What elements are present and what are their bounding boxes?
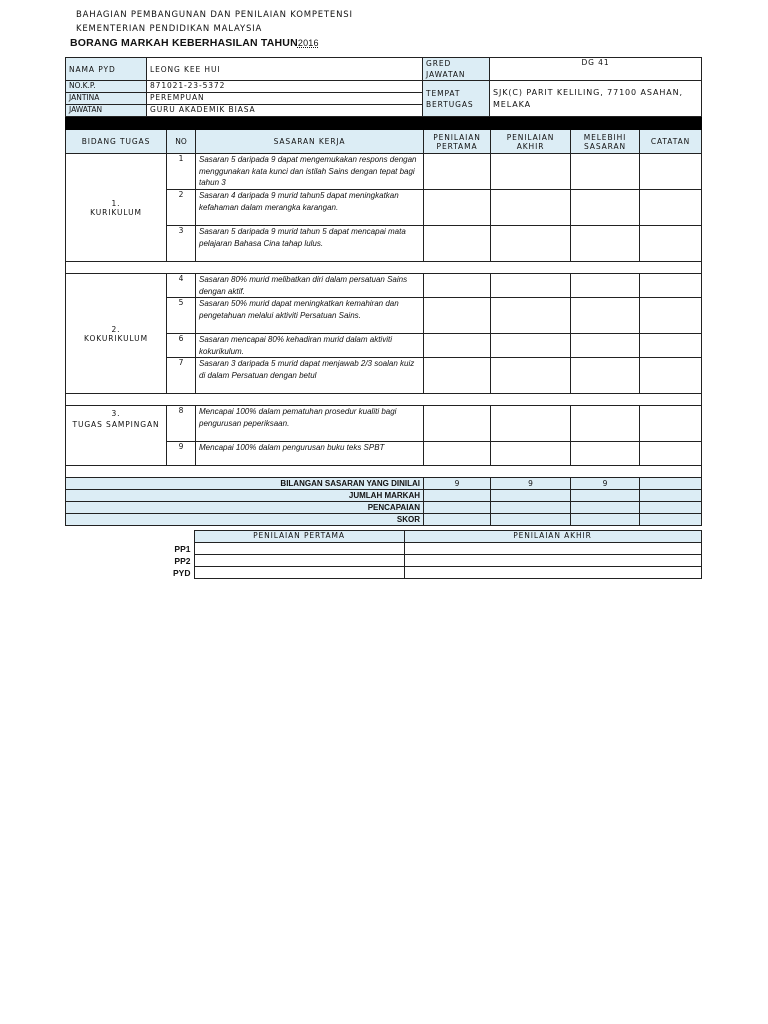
ministry-division: BAHAGIAN PEMBANGUNAN DAN PENILAIAN KOMPETENSI	[76, 10, 353, 20]
nokp-label: NO.K.P.	[66, 81, 147, 93]
black-band	[66, 118, 702, 130]
pp2-akhir-field[interactable]	[404, 555, 701, 567]
targets-table	[65, 117, 702, 526]
bilangan-melebihi: 9	[571, 478, 640, 490]
row-target: Mencapai 100% dalam pengurusan buku teks SPBT	[196, 442, 424, 466]
ministry-name: KEMENTERIAN PENDIDIKAN MALAYSIA	[76, 24, 263, 34]
nama-value: LEONG KEE HUI	[147, 58, 423, 81]
section-kurikulum: 1. KURIKULUM	[66, 154, 167, 262]
col-melebihi: MELEBIHI SASARAN	[571, 130, 640, 154]
jumlah-label: JUMLAH MARKAH	[66, 490, 424, 502]
row-target: Sasaran 4 daripada 9 murid tahun5 dapat meningkatkan kefahaman dalam merangka karangan.	[196, 190, 424, 226]
signoff-table	[65, 530, 702, 579]
row-no: 7	[167, 358, 196, 394]
row-target: Mencapai 100% dalam pematuhan prosedur kualiti bagi pengurusan peperiksaan.	[196, 406, 424, 442]
row-target: Sasaran 80% murid melibatkan diri dalam persatuan Sains dengan aktif.	[196, 274, 424, 298]
row-target: Sasaran 5 daripada 9 murid tahun 5 dapat mencapai mata pelajaran Bahasa Cina tahap lulus.	[196, 226, 424, 262]
pp1-pertama-field[interactable]	[194, 543, 404, 555]
row-target: Sasaran mencapai 80% kehadiran murid dalam aktiviti kokurikulum.	[196, 334, 424, 358]
col-pertama: PENILAIAN PERTAMA	[424, 130, 491, 154]
signoff-akhir: PENILAIAN AKHIR	[404, 531, 701, 543]
col-sasaran: SASARAN KERJA	[196, 130, 424, 154]
pp1-akhir-field[interactable]	[404, 543, 701, 555]
info-table	[65, 57, 702, 117]
jawatan-value: GURU AKADEMIK BIASA	[147, 105, 423, 117]
tempat-label: TEMPAT BERTUGAS	[423, 81, 490, 117]
table-row	[66, 274, 702, 298]
row-no: 2	[167, 190, 196, 226]
jantina-value: PEREMPUAN	[147, 93, 423, 105]
spacer-row	[66, 262, 702, 274]
bilangan-pertama: 9	[424, 478, 491, 490]
jawatan-label: JAWATAN	[66, 105, 147, 117]
nama-label: NAMA PYD	[66, 58, 147, 81]
section-tugas-sampingan: 3. TUGAS SAMPINGAN	[66, 406, 167, 466]
row-target: Sasaran 3 daripada 5 murid dapat menjawab 2/3 soalan kuiz di dalam Persatuan dengan betul	[196, 358, 424, 394]
form-title	[70, 37, 319, 49]
table-row	[66, 406, 702, 442]
skor-label: SKOR	[66, 514, 424, 526]
row-no: 3	[167, 226, 196, 262]
signoff-pertama: PENILAIAN PERTAMA	[194, 531, 404, 543]
pencapaian-label: PENCAPAIAN	[66, 502, 424, 514]
col-no: NO	[167, 130, 196, 154]
col-catatan: CATATAN	[640, 130, 702, 154]
bilangan-label: BILANGAN SASARAN YANG DINILAI	[66, 478, 424, 490]
form-title-text: BORANG MARKAH KEBERHASILAN TAHUN	[70, 37, 298, 49]
nokp-value: 871021-23-5372	[147, 81, 423, 93]
pyd-akhir-field[interactable]	[404, 567, 701, 579]
table-row	[66, 154, 702, 190]
tempat-value: SJK(C) PARIT KELILING, 77100 ASAHAN, MELAKA	[490, 81, 702, 117]
bilangan-akhir: 9	[491, 478, 571, 490]
gred-value: DG 41	[490, 58, 702, 81]
row-no: 4	[167, 274, 196, 298]
col-bidang: BIDANG TUGAS	[66, 130, 167, 154]
pp2-pertama-field[interactable]	[194, 555, 404, 567]
row-target: Sasaran 5 daripada 9 dapat mengemukakan respons dengan menggunakan kata kunci dan istilah Sains dengan tepat bagi tahun 3	[196, 154, 424, 190]
spacer-row	[66, 394, 702, 406]
jantina-label: JANTINA	[66, 93, 147, 105]
gred-label: GRED JAWATAN	[423, 58, 490, 81]
spacer-row	[66, 466, 702, 478]
row-no: 9	[167, 442, 196, 466]
row-no: 8	[167, 406, 196, 442]
row-no: 5	[167, 298, 196, 334]
row-target: Sasaran 50% murid dapat meningkatkan kemahiran dan pengetahuan melalui aktiviti Persatuan Sains.	[196, 298, 424, 334]
row-no: 6	[167, 334, 196, 358]
section-kokurikulum: 2. KOKURIKULUM	[66, 274, 167, 394]
pyd-pertama-field[interactable]	[194, 567, 404, 579]
col-akhir: PENILAIAN AKHIR	[491, 130, 571, 154]
signoff-pp2: PP2	[174, 555, 191, 566]
signoff-pyd: PYD	[173, 567, 191, 578]
row-no: 1	[167, 154, 196, 190]
form-year: 2016	[297, 38, 319, 48]
signoff-pp1: PP1	[174, 543, 191, 554]
